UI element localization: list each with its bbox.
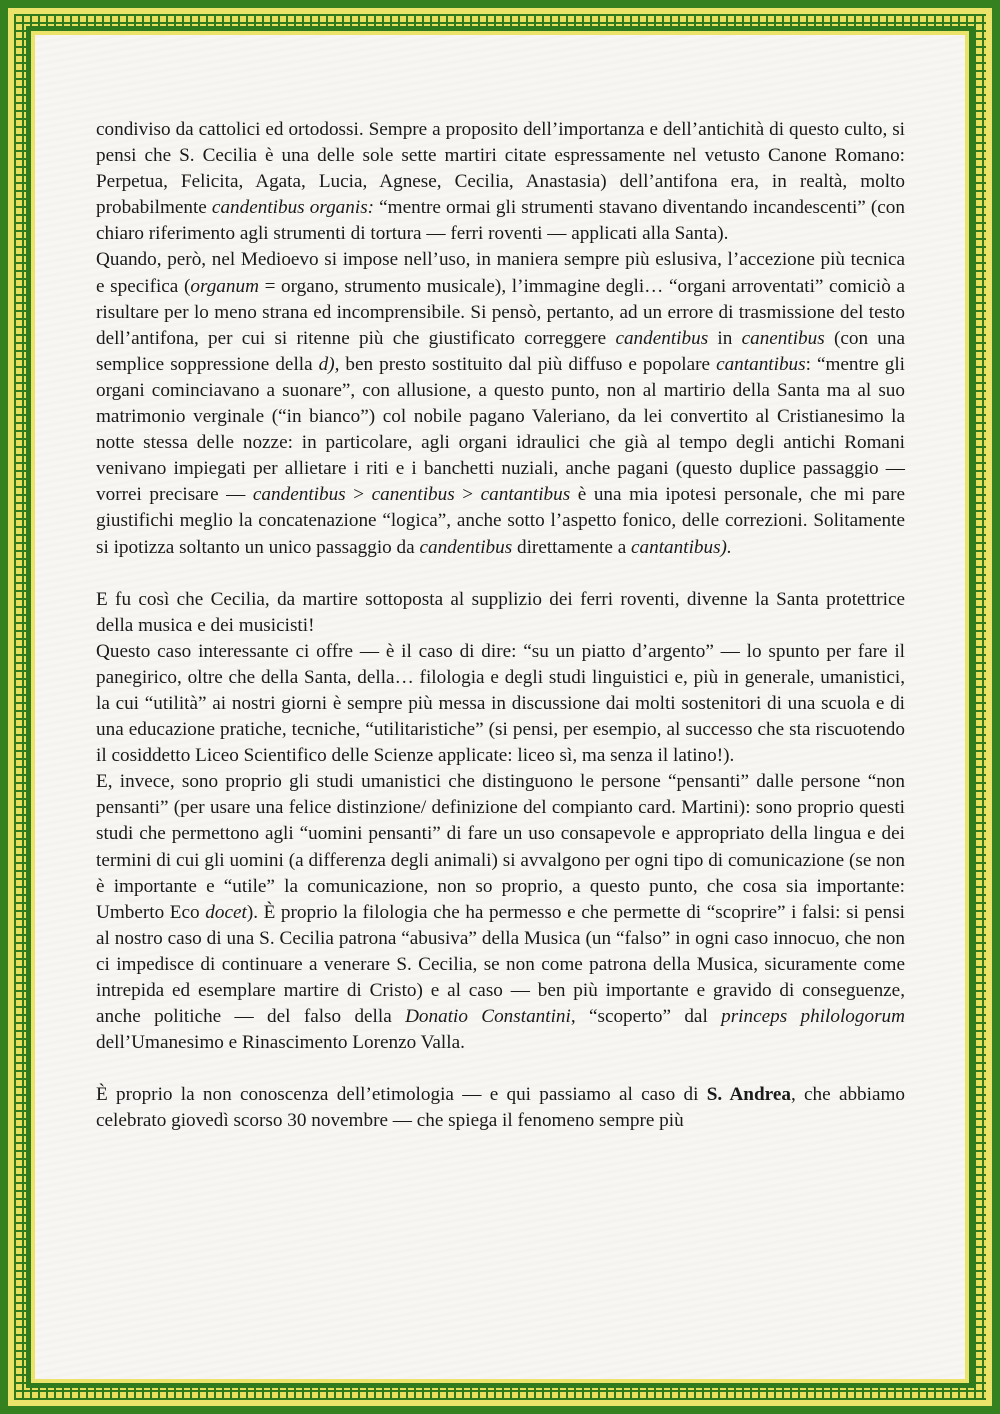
paragraph xyxy=(96,1082,905,1134)
text-run: dell’Umanesimo e Rinascimento Lorenzo Valla. xyxy=(96,1032,465,1054)
italic-run: candentibus xyxy=(419,536,513,558)
italic-run: cantantibus). xyxy=(631,536,732,558)
italic-run: cantantibus xyxy=(716,353,806,375)
italic-run: candentibus xyxy=(615,327,709,349)
text-run: E fu così che Cecilia, da martire sottoposta al supplizio dei ferri roventi, divenne la Santa protettrice della musica e dei musicisti! xyxy=(96,588,905,636)
italic-run: Donatio Constantini xyxy=(405,1006,571,1028)
italic-run: canentibus xyxy=(741,327,825,349)
text-run: Questo caso interessante ci offre — è il caso di dire: “su un piatto d’argento” — lo spunto per fare il panegirico, oltre che della Santa, della… filologia e degli studi linguistici e, più in generale, umanistici, la cui “utilità” ai nostri giorni è sempre più messa in discussione dai molti sostenitori di una scuola e di una educazione pratiche, tecniche, “utilitaristiche” (si pensi, per esempio, al successo che sta riscuotendo il cosiddetto Liceo Scientifico delle Scienze applicate: liceo sì, ma senza il latino!). xyxy=(96,640,905,767)
text-run: > xyxy=(345,484,372,506)
text-run: “mentre ormai gli strumenti stavano diventando incandescenti” (con chiaro riferimento agli strumenti di tortura — ferri roventi — applicati alla Santa). xyxy=(96,197,905,245)
italic-run: organum xyxy=(190,275,259,297)
italic-run: princeps philologorum xyxy=(721,1006,905,1028)
italic-run: docet xyxy=(205,901,247,923)
paragraph xyxy=(96,639,905,769)
text-run: Quando, però, nel Medioevo si impose nell’uso, in maniera sempre più eslusiva, l’accezione più tecnica e specifica ( xyxy=(96,249,905,297)
paragraph xyxy=(96,247,905,560)
text-run: È proprio la non conoscenza dell’etimologia — e qui passiamo al caso di xyxy=(96,1084,707,1106)
text-run: in xyxy=(708,327,742,349)
text-run: ). È proprio la filologia che ha permesso e che permette di “scoprire” i falsi: si pensi al nostro caso di una S. Cecilia patrona “abusiva” della Musica (un “falso” in ogni caso innocuo, che non ci impedisce di continuare a venerare S. Cecilia, se non come patrona della Musica, sicuramente come intrepida ed esemplare martire di Cristo) e al caso — ben più importante e gravido di conseguenze, anche politiche — del falso della xyxy=(96,901,905,1028)
text-run: , “scoperto” dal xyxy=(570,1006,722,1028)
text-run: : “mentre gli organi cominciavano a suonare”, con allusione, a questo punto, non al martirio della Santa ma al suo matrimonio verginale (“in bianco”) col nobile pagano Valeriano, da lei convertito al Cristianesimo la notte stessa delle nozze: in particolare, agli organi idraulici che già al tempo degli antichi Romani venivano impiegati per allietare i riti e i banchetti nuziali, anche pagani (questo duplice passaggio — vorrei precisare — xyxy=(96,353,905,506)
paragraph xyxy=(96,587,905,639)
text-run: = organo, strumento musicale), l’immagine degli… “organi arroventati” comiciò a risultare per lo meno strana ed incomprensibile. Si pensò, pertanto, ad un errore di trasmissione del testo dell’antifona, per cui si ritenne più che giustificato correggere xyxy=(96,275,905,349)
text-run: condiviso da cattolici ed ortodossi. Sempre a proposito dell’importanza e dell’antichità di questo culto, si pensi che S. Cecilia è una delle sole sette martiri citate espressamente nel vetusto Canone Romano: Perpetua, Felicita, Agata, Lucia, Agnese, Cecilia, Anastasia) dell’antifona era, in realtà, molto probabilmente xyxy=(96,119,905,219)
paragraph xyxy=(96,117,905,247)
italic-run: canentibus xyxy=(371,484,455,506)
text-run: E, invece, sono proprio gli studi umanistici che distinguono le persone “pensanti” dalle persone “non pensanti” (per usare una felice distinzione/ definizione del compianto card. Martini): sono proprio questi studi che permettono agli “uomini pensanti” di fare un uso consapevole e appropriato della lingua e dei termini di cui gli uomini (a differenza degli animali) si avvalgono per ogni tipo di comunicazione (se non è importante e “utile” la comunicazione, non so proprio, a questo punto, che cosa sia importante: Umberto Eco xyxy=(96,771,905,923)
italic-run: cantantibus xyxy=(480,484,571,506)
document-text xyxy=(96,117,905,1134)
text-run: > xyxy=(454,484,481,506)
text-run: (con una semplice soppressione della xyxy=(96,327,905,375)
text-run: è una mia ipotesi personale, che mi pare giustifichi meglio la concatenazione “logica”, anche sotto l’aspetto fonico, delle correzioni. Solitamente si ipotizza soltanto un unico passaggio da xyxy=(96,484,905,558)
italic-run: candentibus organis: xyxy=(211,197,375,219)
italic-run: d), xyxy=(318,353,340,375)
italic-run: candentibus xyxy=(252,484,346,506)
text-run: direttamente a xyxy=(512,536,632,558)
text-run: , che abbiamo celebrato giovedì scorso 30 novembre — che spiega il fenomeno sempre più xyxy=(96,1084,906,1132)
paragraph xyxy=(96,769,905,1056)
text-run: ben presto sostituito dal più diffuso e popolare xyxy=(339,353,717,375)
bold-run: S. Andrea xyxy=(706,1084,791,1106)
